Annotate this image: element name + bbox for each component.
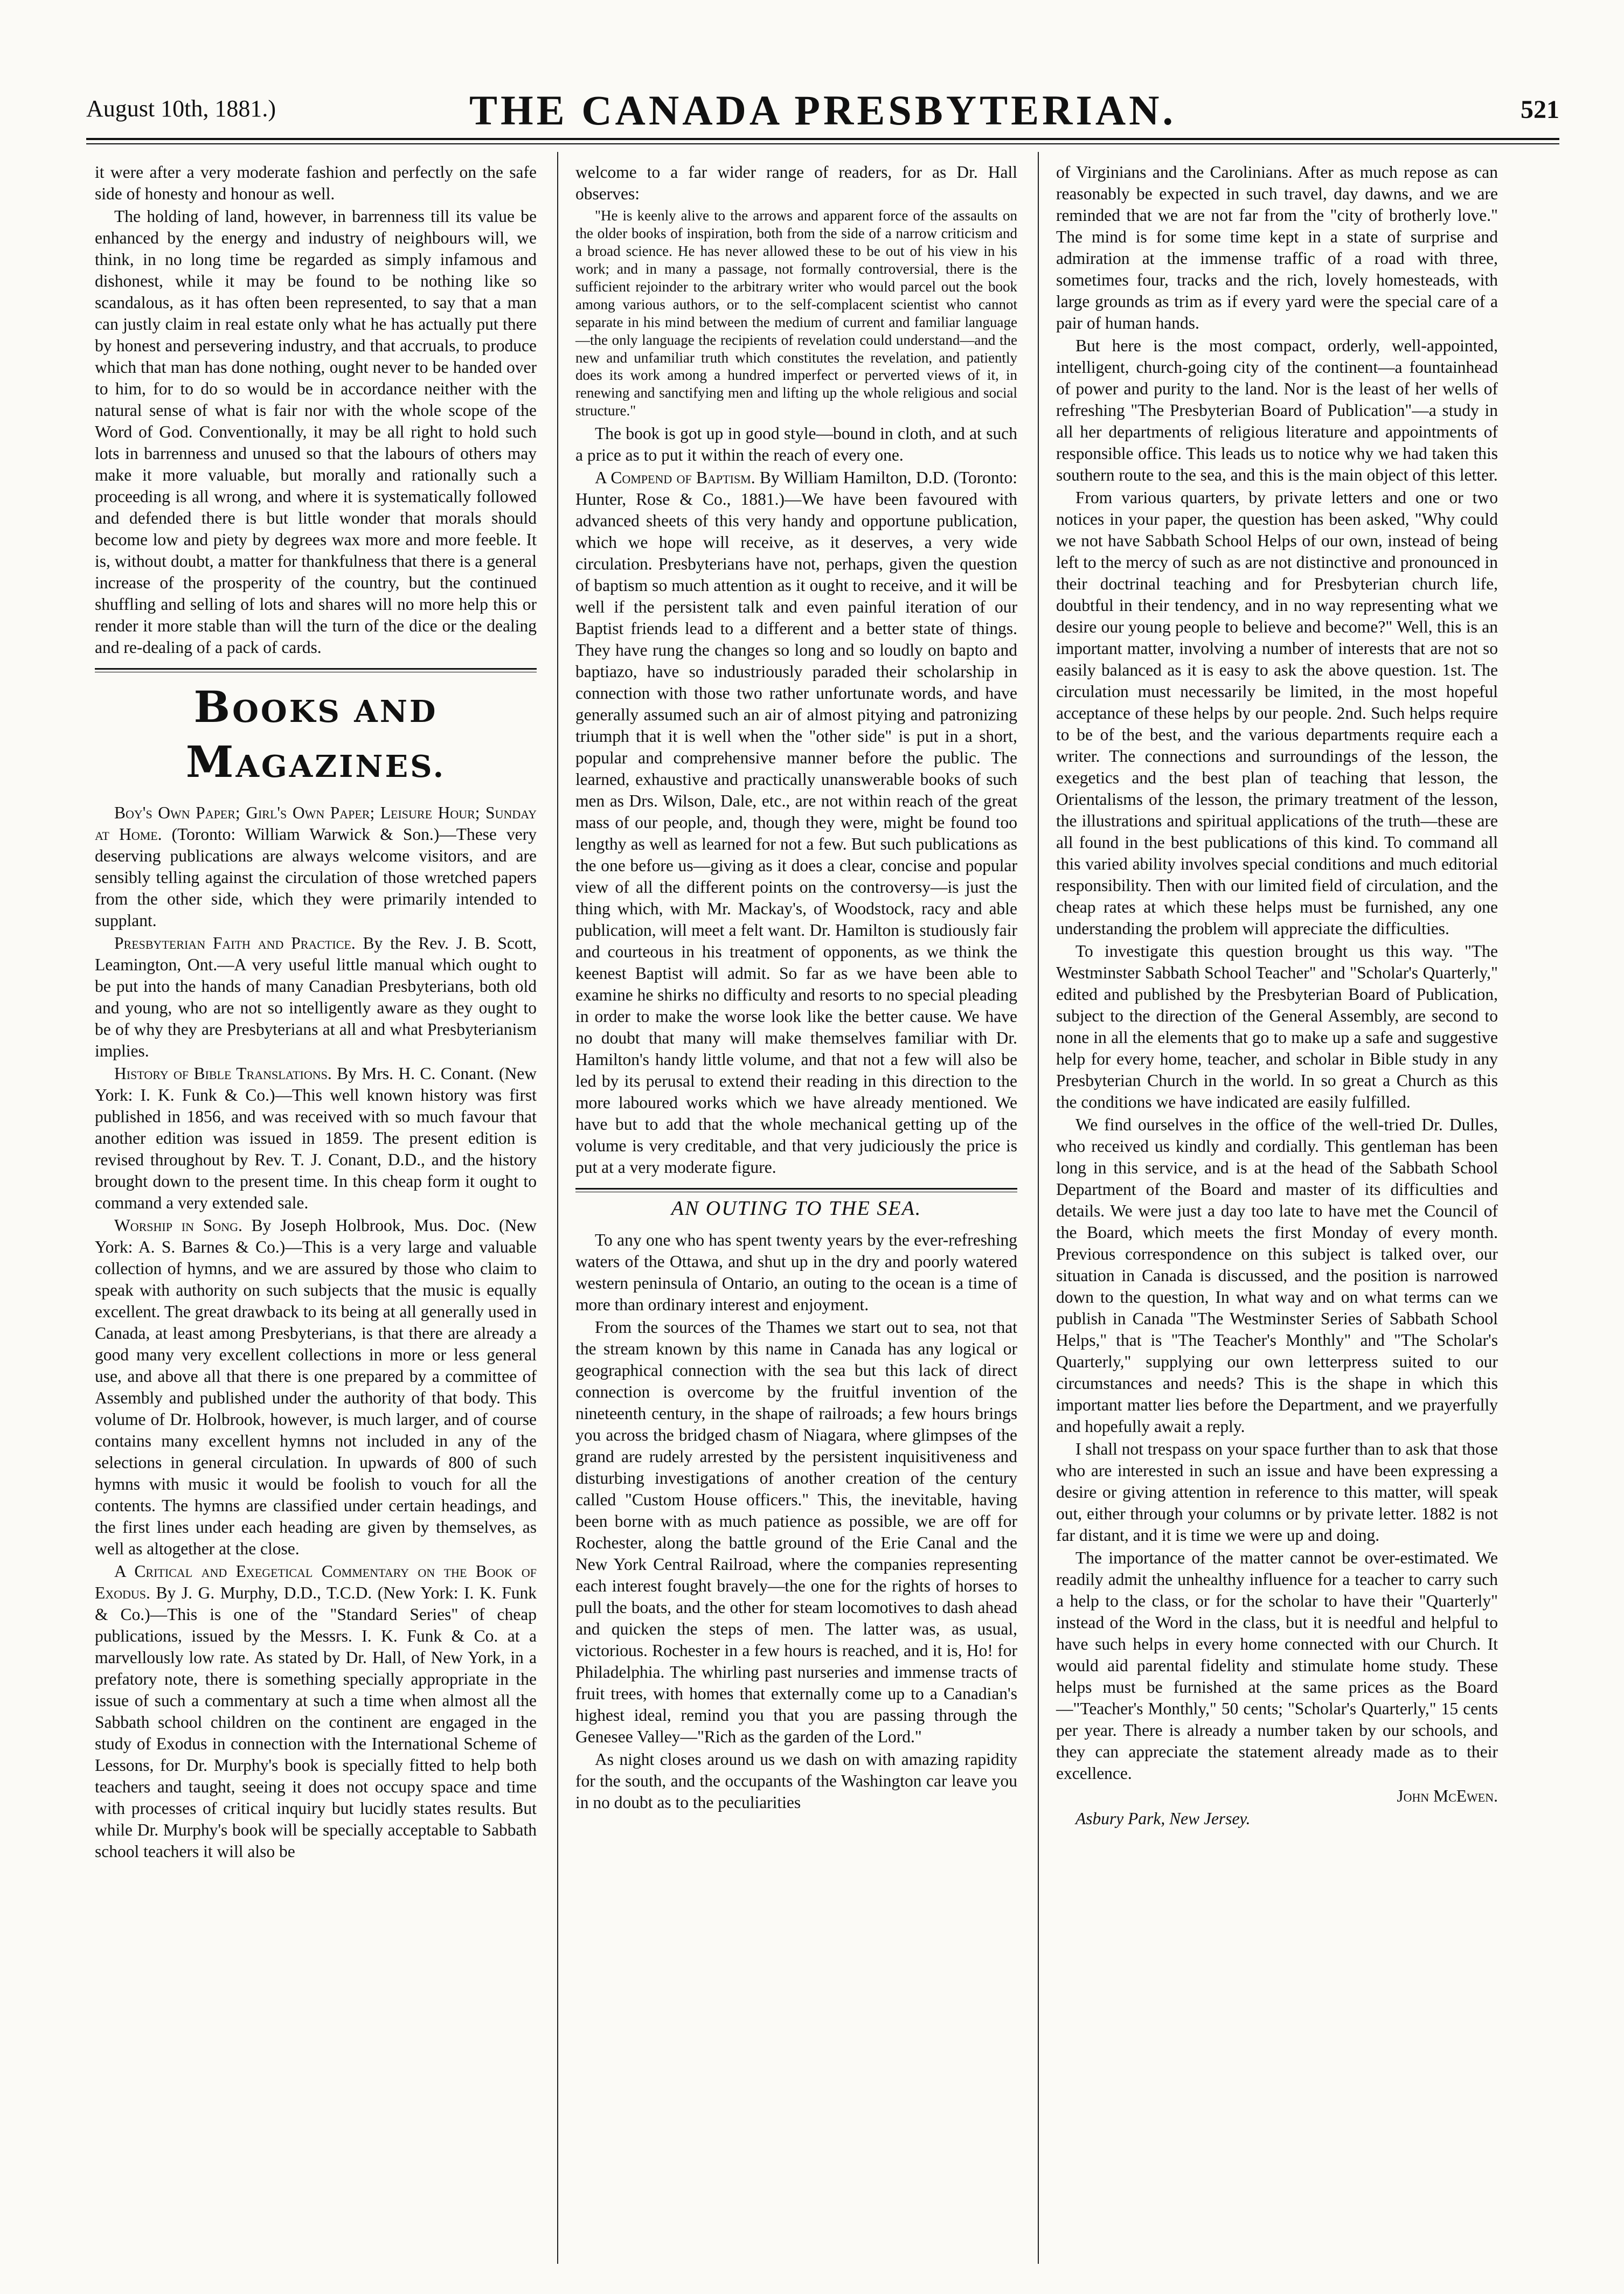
review-entry: Worship in Song. By Joseph Holbrook, Mus. Doc. (New York: A. S. Barnes & Co.)—This is a very large and valuable collection of hymns, and we are assured by those who claim to speak with authority on such subjects that the music is equally excellent. The great drawback to its being at all generally used in Canada, at least among Presbyterians, is that there are already a good many very excellent collections in more or less general use, and above all that there is one prepared by a committee of Assembly and published under the authority of that body. This volume of Dr. Holbrook, however, is much larger, and of course contains many excellent hymns not included in any of the selections in general circulation. In upwards of 800 of such hymns with music it would be foolish to vouch for all the contents. The hymns are classified under certain headings, and the first lines under each heading are given by themselves, as well as altogether at the close. [95, 1216, 537, 1559]
page-number: 521 [1521, 95, 1559, 124]
article-paragraph: As night closes around us we dash on with amazing rapidity for the south, and the occupants of the Washington car leave you in no doubt as to the peculiarities [575, 1749, 1017, 1812]
article-paragraph: welcome to a far wider range of readers, for as Dr. Hall observes: [575, 163, 1017, 203]
header-rule-thin [86, 143, 1559, 144]
article-paragraph: The importance of the matter cannot be over-estimated. We readily admit the unhealthy influence for a teacher to carry such a help to the class, or for the scholar to have their "Quarterly" instead of the Word in the class, but it is needful and helpful to have such helps in every home connected with our Church. It would aid parental fidelity and stimulate home study. These helps must be furnished at the same prices as the Board—"Teacher's Monthly," 50 cents; "Scholar's Quarterly," 15 cents per year. There is already a number taken by our schools, and they can appreciate the statement already made as to their excellence. [1056, 1548, 1498, 1783]
outing-article-title: AN OUTING TO THE SEA. [671, 1197, 922, 1220]
article-paragraph: From the sources of the Thames we start out to sea, not that the stream known by this name in Canada has any logical or geographical connection with the sea but this lack of direct connection is overcome by the fruitful invention of the nineteenth century, in the shape of railroads; a few hours brings you across the bridged chasm of Niagara, where glimpses of the grand are rudely arrested by the persistent inquisitiveness and disturbing investigations of another creation of the century called "Custom House officers." This, the inevitable, having been borne with as much patience as possible, we are off for Rochester, along the battle ground of the Erie Canal and the New York Central Railroad, where the companies representing each interest fought bravely—the one for the rights of horses to pull the boats, and the other for steam locomotives to dash ahead and quicken the steps of men. The latter was, as usual, victorious. Rochester in a few hours is reached, and it is, Ho! for Philadelphia. The whirling past nurseries and immense tracts of fruit trees, with homes that externally come up to a Canadian's highest ideal, remind you that you are passing through the Genesee Valley—"Rich as the garden of the Lord." [575, 1317, 1017, 1746]
article-paragraph: The holding of land, however, in barrenness till its value be enhanced by the energy and industry of neighbours will, we think, in no long time be regarded as simply infamous and dishonest, while it may be found to be nothing like so scandalous, as it has often been represented, to say that a man can justly claim in real estate only what he has actually put there by honest and persevering industry, and that accruals, to produce which that man has done nothing, ought never to be handed over to him, for to do so would be in accordance neither with the natural sense of what is fair nor with the whole scope of the Word of God. Conventionally, it may be all right to hold such lots in barrenness and unused so that the labours of others may make it more valuable, but morally and rationally such a proceeding is all wrong, and where it is systematically followed and defended there is but little wonder that morals should become low and piety by degrees wax more and more feeble. It is, without doubt, a matter for thankfulness that there is a general increase of the prosperity of the country, but the continued shuffling and selling of lots and shares will no more help this or render it more stable than will the turn of the dice or the dealing and re-dealing of a pack of cards. [95, 207, 537, 657]
article-paragraph: But here is the most compact, orderly, well-appointed, intelligent, church-going city of the continent—a fountainhead of power and purity to the land. Nor is the least of her wells of refreshing "The Presbyterian Board of Publication"—a study in all her departments of religious literature and appointments of responsible office. This leads us to notice why we had taken this southern route to the sea, and this is the main object of this letter. [1056, 336, 1498, 484]
article-paragraph: The book is got up in good style—bound in cloth, and at such a price as to put it within the reach of every one. [575, 424, 1017, 465]
page-header [86, 87, 1559, 135]
column-divider [557, 152, 558, 2264]
column-3 [1056, 162, 1498, 1831]
header-rule [86, 138, 1559, 140]
article-paragraph: of Virginians and the Carolinians. After as much repose as can reasonably be expected in such travel, day dawns, and we are reminded that we are not far from the "city of brotherly love." The mind is for some time kept in a state of surprise and admiration at the immense traffic of a road with three, sometimes four, tracks and the rich, lovely homesteads, with large grounds as trim as if every yard were the special care of a pair of human hands. [1056, 163, 1498, 332]
review-entry: History of Bible Translations. By Mrs. H. C. Conant. (New York: I. K. Funk & Co.)—This well known history was first published in 1856, and was received with so much favour that another edition was issued in 1859. The present edition is revised throughout by Rev. T. J. Conant, D.D., and the history brought down to the present time. In this cheap form it ought to command a very extended sale. [95, 1064, 537, 1213]
column-divider [1038, 152, 1039, 2264]
article-paragraph: I shall not trespass on your space further than to ask that those who are interested in such an issue and have been expressing a desire or giving attention in reference to this matter, will speak out, either through your columns or by private letter. 1882 is not far distant, and it is time we were up and doing. [1056, 1440, 1498, 1545]
article-paragraph: To any one who has spent twenty years by the ever-refreshing waters of the Ottawa, and shut up in the dry and poorly watered western peninsula of Ontario, an outing to the ocean is a time of more than ordinary interest and enjoyment. [575, 1230, 1017, 1314]
section-rule [95, 668, 537, 670]
signature: John McEwen. [1397, 1786, 1498, 1805]
block-quote: "He is keenly alive to the arrows and apparent force of the assaults on the older books of inspiration, both from the side of a narrow criticism and a broad science. He has never allowed these to be out of his view in his work; and in many a passage, not formally controversial, there is the sufficient rejoinder to the arbitrary writer who would parcel out the book among various authors, or to the self-complacent scientist who cannot separate in his mind between the medium of current and familiar language—the only language the recipients of revelation could understand—and the new and unfamiliar truth which constitutes the revelation, and patiently does its work among a hundred imperfect or perverted views of it, in renewing and sanctifying men and lifting up the whole religious and social structure." [575, 207, 1017, 419]
books-and-magazines-heading: BOOKS AND MAGAZINES. [185, 682, 446, 787]
section-rule [575, 1188, 1017, 1190]
review-entry: A Compend of Baptism. By William Hamilton, D.D. (Toronto: Hunter, Rose & Co., 1881.)—We have been favoured with advanced sheets of this very handy and opportune publication, which we hope will receive, as it deserves, a very wide circulation. Presbyterians have not, perhaps, given the question of baptism so much attention as it ought to receive, and it will be well if the persistent talk and even painful iteration of our Baptist friends lead to a different and a better state of things. They have rung the changes so long and so loudly on bapto and baptiazo, have so industriously paraded their scholarship in connection with those two rather unfortunate words, and have generally assumed such an air of almost pitying and patronizing triumph that it is well when the "other side" is put in a short, popular and comprehensive manner before the public. The learned, exhaustive and practically unanswerable books of such men as Drs. Wilson, Dale, etc., are not within reach of the great mass of our people, and, though they were, might be found too lengthy as well as learned for not a few. But such publications as the one before us—giving as it does a clear, concise and popular view of all the different points on the controversy—is just the thing which, with Mr. Mackay's, of Woodstock, racy and able publication, will meet a felt want. Dr. Hamilton is studiously fair and courteous in his treatment of opponents, as we think the keenest Baptist will admit. So far as we have been able to examine he shirks no difficulty and resorts to no special pleading in order to make the worse look like the better cause. We have no doubt that many will make themselves familiar with Dr. Hamilton's handy little volume, and that not a few will also be led by its perusal to extend their reading in this direction to the more laboured works which we have already mentioned. We have but to add that the whole mechanical getting up of the volume is very creditable, and that very judiciously the price is put at a very moderate figure. [575, 468, 1017, 1177]
article-paragraph: To investigate this question brought us this way. "The Westminster Sabbath School Teacher" and "Scholar's Quarterly," edited and published by the Presbyterian Board of Publication, subject to the direction of the General Assembly, are second to none in all the elements that go to make up a safe and suggestive help for every home, teacher, and scholar in Bible study in any Presbyterian Church in the world. In so great a Church as this the conditions we have indicated are easily fulfilled. [1056, 942, 1498, 1111]
review-entry: A Critical and Exegetical Commentary on the Book of Exodus. By J. G. Murphy, D.D., T.C.D. (New York: I. K. Funk & Co.)—This is one of the "Standard Series" of cheap publications, issued by the Messrs. I. K. Funk & Co. at a marvellously low rate. As stated by Dr. Hall, of New York, in a prefatory note, there is something specially appropriate in the issue of such a commentary at such a time when almost all the Sabbath school children on the continent are engaged in the study of Exodus in connection with the International Scheme of Lessons, for Dr. Murphy's book is specially fitted to help both teachers and taught, seeing it does not occupy space and time with processes of critical inquiry but lucidly states results. But while Dr. Murphy's book will be specially acceptable to Sabbath school teachers it will also be [95, 1562, 537, 1861]
article-paragraph: From various quarters, by private letters and one or two notices in your paper, the question has been asked, "Why could we not have Sabbath School Helps of our own, instead of being left to the mercy of such as are not distinctive and pronounced in their doctrinal teaching and for Presbyterian church life, doubtful in their tendency, and in no way representing what we desire our young people to believe and become?" Well, this is an important matter, involving a number of interests that are not so easily balanced as it is easy to ask the above question. 1st. The circulation must necessarily be limited, in the most hopeful acceptance of these helps by our people. 2nd. Such helps require to be of the best, and the various departments require each a writer. The connections and surroundings of the lesson, the exegetics and the best plan of teaching that lesson, the Orientalisms of the lesson, the primary treatment of the lesson, the illustrations and spiritual applications of the truth—these are all found in the best publications of this kind. To command all this varied ability involves special conditions and much editorial responsibility. Then with our limited field of circulation, and the cheap rates at which these helps must be furnished, any one understanding the problem will appreciate the difficulties. [1056, 488, 1498, 938]
article-paragraph: it were after a very moderate fashion and perfectly on the safe side of honesty and honour as well. [95, 163, 537, 203]
newspaper-title: THE CANADA PRESBYTERIAN. [469, 87, 1177, 134]
column-2 [575, 162, 1017, 1815]
header-date: August 10th, 1881.) [86, 95, 276, 122]
article-paragraph: We find ourselves in the office of the well-tried Dr. Dulles, who received us kindly and cordially. This gentleman has been long in this service, and is at the head of the Sabbath School Department of the Board and master of its difficulties and details. We were just a day too late to have met the Council of the Board, which meets the first Monday of every month. Previous correspondence on this subject is talked over, our situation in Canada is discussed, and the position is narrowed down to the question, In what way and on what terms can we publish in Canada "The Westminster Series of Sabbath School Helps," that is "The Teacher's Monthly" and "The Scholar's Quarterly," supplying our own letterpress suited to our circumstances and needs? This is the shape in which this important matter lies before the Department, and we prayerfully and hopefully await a reply. [1056, 1115, 1498, 1436]
review-entry: Boy's Own Paper; Girl's Own Paper; Leisure Hour; Sunday at Home. (Toronto: William Warwick & Son.)—These very deserving publications are always welcome visitors, and are sensibly telling against the circulation of those wretched papers from the other side, which they were primarily intended to supplant. [95, 803, 537, 930]
review-entry: Presbyterian Faith and Practice. By the Rev. J. B. Scott, Leamington, Ont.—A very useful little manual which ought to be put into the hands of many Canadian Presbyterians, both old and young, who are not so intelligently aware as they ought to be of why they are Presbyterians at all and what Presbyterianism implies. [95, 934, 537, 1061]
signature-place: Asbury Park, New Jersey. [1075, 1809, 1251, 1828]
column-1 [95, 162, 537, 1864]
